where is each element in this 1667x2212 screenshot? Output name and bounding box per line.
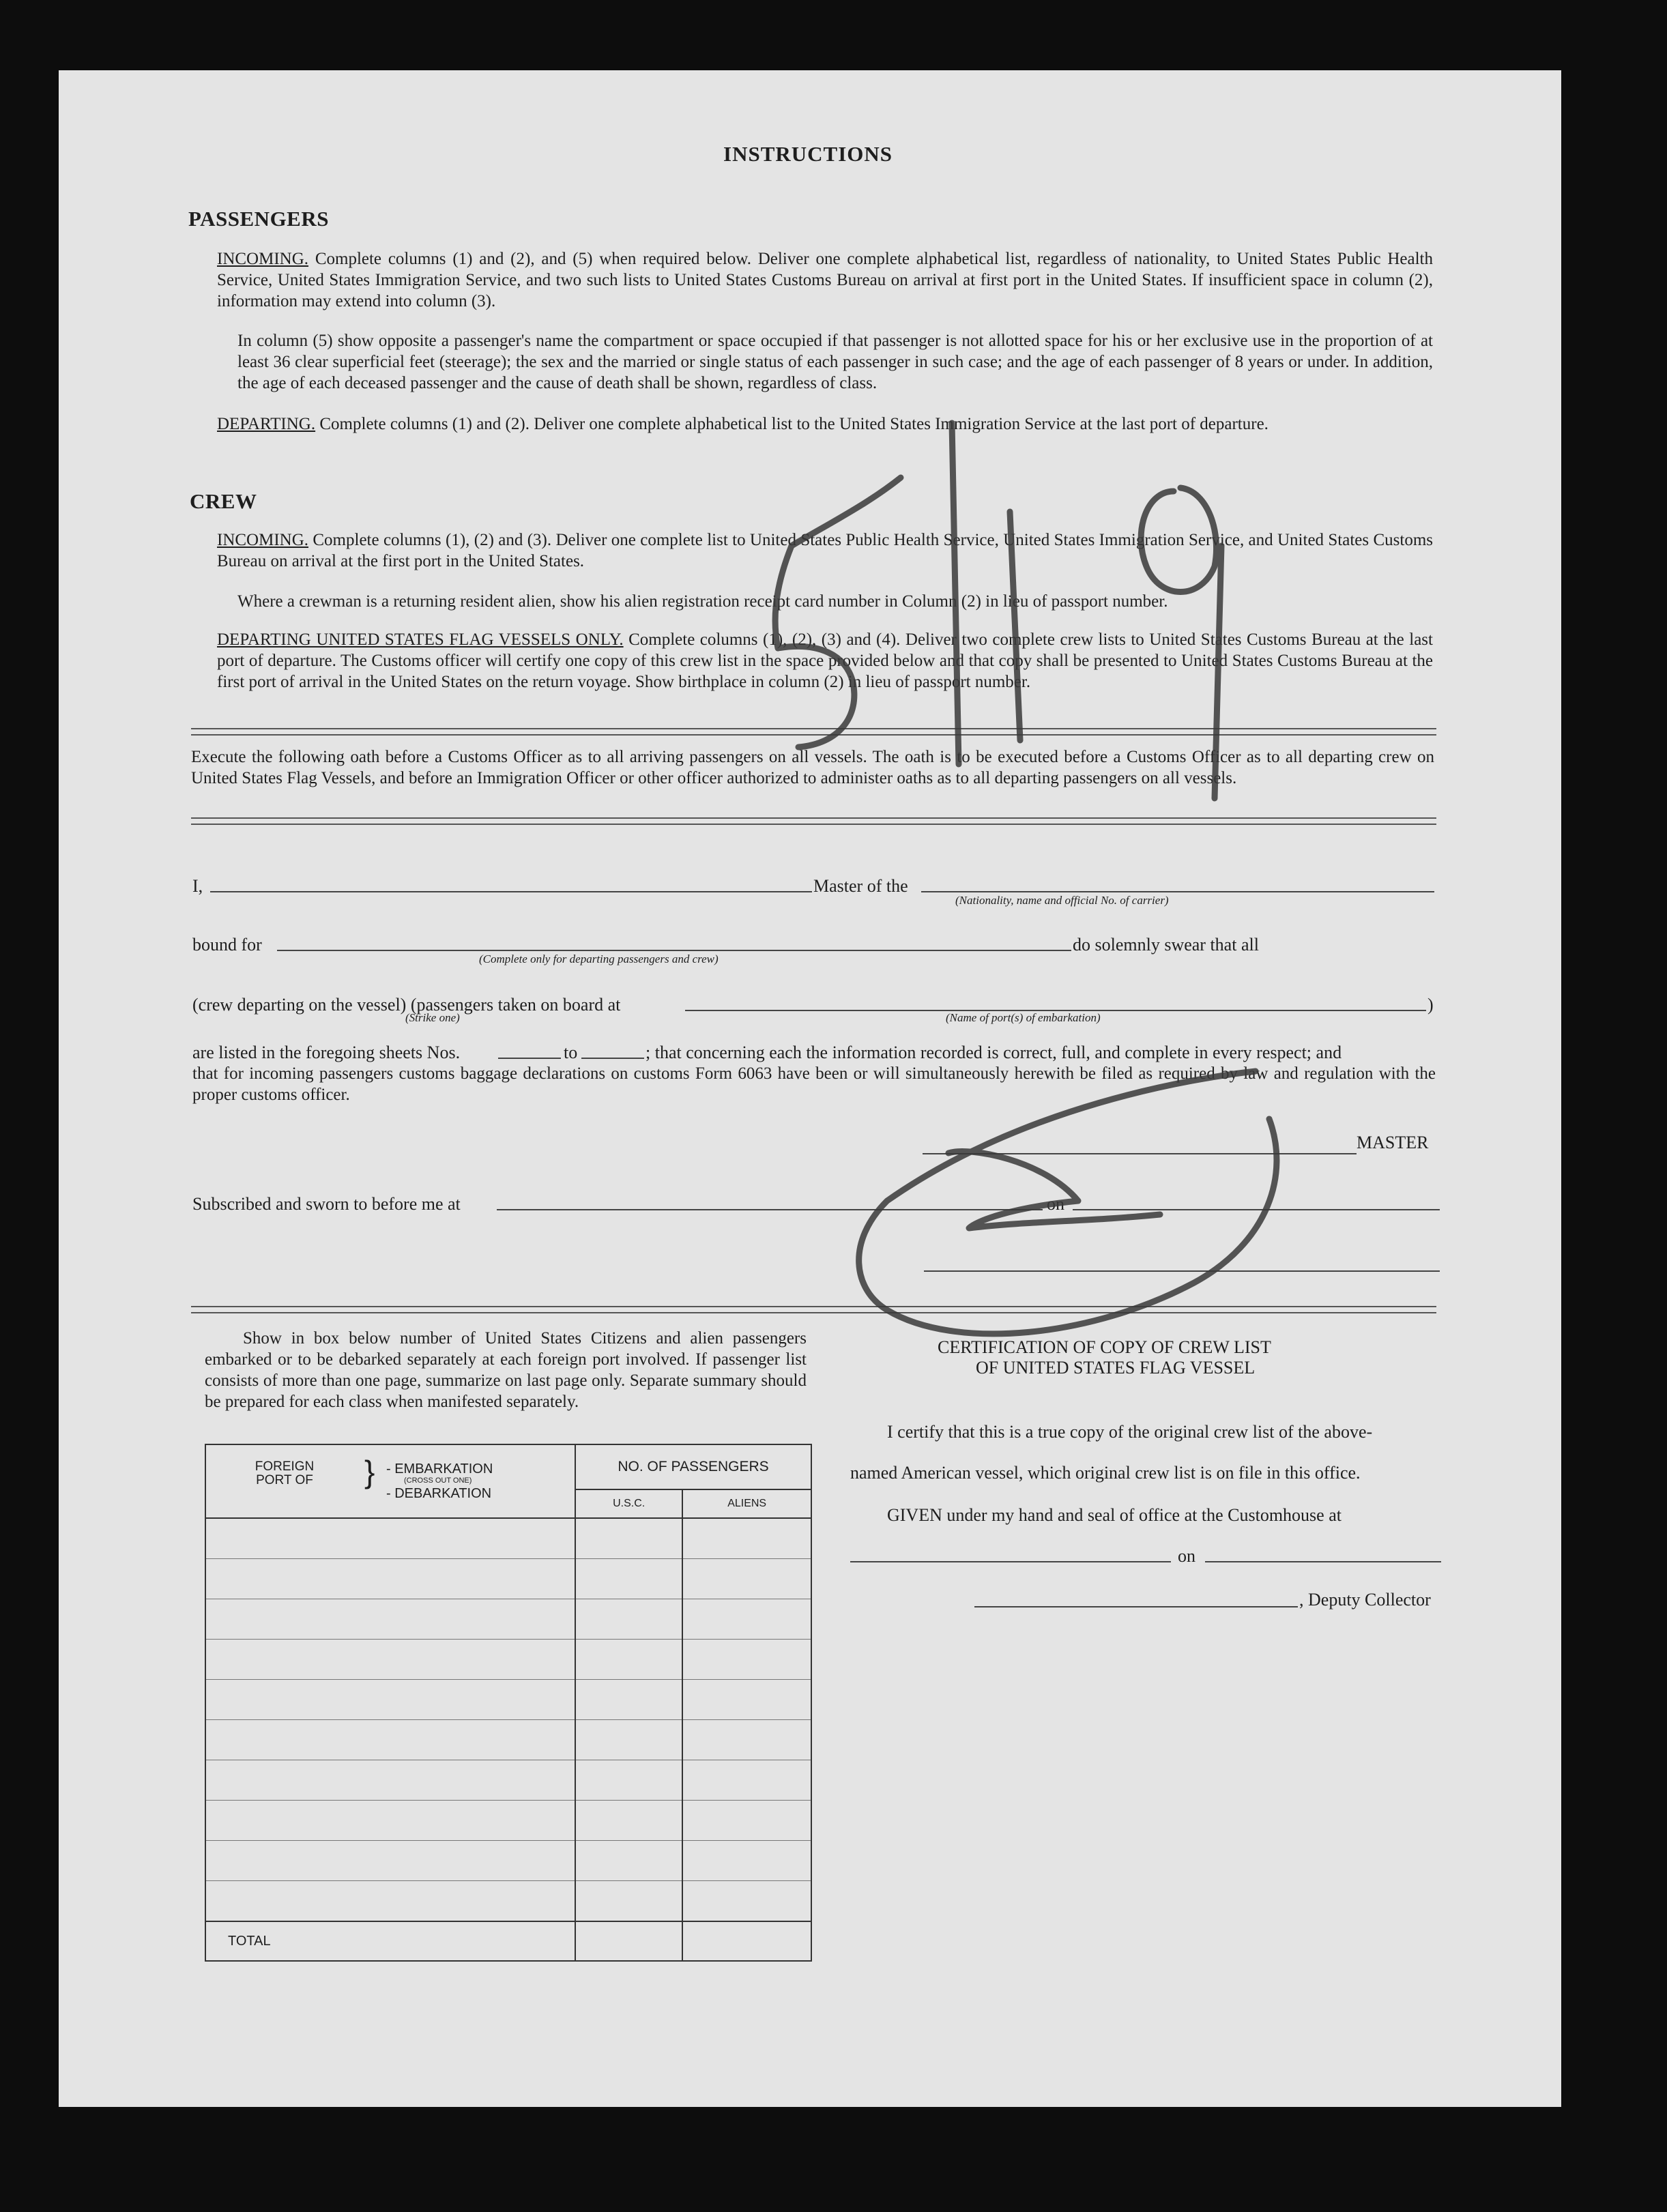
aliens-cell[interactable] bbox=[682, 1841, 811, 1881]
carrier-caption: (Nationality, name and official No. of carrier) bbox=[955, 894, 1169, 907]
master-of-label: Master of the bbox=[813, 876, 908, 896]
port-cell[interactable] bbox=[205, 1760, 575, 1801]
certification-date-line[interactable] bbox=[1205, 1561, 1441, 1562]
table-row bbox=[205, 1599, 811, 1640]
listed-continuation: that for incoming passengers customs baggage declarations on customs Form 6063 have been or will simultaneously herewith be filed as required by law and regulation with the proper customs officer. bbox=[192, 1064, 1436, 1104]
aliens-cell[interactable] bbox=[682, 1760, 811, 1801]
subscribed-place-line[interactable] bbox=[497, 1209, 1043, 1210]
passengers-incoming-paragraph bbox=[217, 248, 1433, 312]
certification-on-label: on bbox=[1178, 1546, 1195, 1566]
usc-header: U.S.C. bbox=[575, 1489, 682, 1518]
listed-sheets-label: are listed in the foregoing sheets Nos. bbox=[192, 1043, 461, 1062]
aliens-cell[interactable] bbox=[682, 1599, 811, 1640]
usc-cell[interactable] bbox=[575, 1599, 682, 1640]
master-label: MASTER bbox=[1357, 1133, 1429, 1152]
cross-out-label: (CROSS OUT ONE) bbox=[404, 1476, 472, 1485]
crew-heading: CREW bbox=[190, 489, 257, 513]
certification-title-line1: CERTIFICATION OF COPY OF CREW LIST bbox=[938, 1337, 1271, 1357]
ports-caption: (Name of port(s) of embarkation) bbox=[946, 1011, 1101, 1024]
aliens-cell[interactable] bbox=[682, 1720, 811, 1760]
crew-departing-paragraph bbox=[217, 629, 1433, 693]
page-title: INSTRUCTIONS bbox=[723, 142, 893, 166]
summary-instruction: Show in box below number of United States Citizens and alien passengers embarked or to be debarked separately at each foreign port involved. If passenger list consists of more than one page, summarize on last page only. Separate summary should be prepared for each class when manifested separately. bbox=[205, 1329, 807, 1411]
passengers-heading: PASSENGERS bbox=[188, 207, 329, 231]
crew-incoming-paragraph bbox=[217, 529, 1433, 572]
aliens-cell[interactable] bbox=[682, 1559, 811, 1599]
port-cell[interactable] bbox=[205, 1640, 575, 1680]
table-row bbox=[205, 1518, 811, 1559]
port-cell[interactable] bbox=[205, 1720, 575, 1760]
certification-text2: named American vessel, which original crew list is on file in this office. bbox=[850, 1463, 1361, 1483]
crew-departing-label: DEPARTING UNITED STATES FLAG VESSELS ONLY. bbox=[217, 630, 624, 649]
listed-text: ; that concerning each the information recorded is correct, full, and complete in every respect; and bbox=[646, 1043, 1342, 1062]
usc-cell[interactable] bbox=[575, 1640, 682, 1680]
table-row bbox=[205, 1881, 811, 1922]
aliens-cell[interactable] bbox=[682, 1801, 811, 1841]
sheets-to-line[interactable] bbox=[581, 1058, 644, 1059]
debarkation-label: - DEBARKATION bbox=[386, 1486, 492, 1501]
divider bbox=[191, 728, 1436, 736]
usc-cell[interactable] bbox=[575, 1841, 682, 1881]
certification-title-line2: OF UNITED STATES FLAG VESSEL bbox=[976, 1358, 1256, 1378]
usc-cell[interactable] bbox=[575, 1720, 682, 1760]
usc-cell[interactable] bbox=[575, 1760, 682, 1801]
port-cell[interactable] bbox=[205, 1559, 575, 1599]
table-row bbox=[205, 1720, 811, 1760]
port-header-cell bbox=[205, 1444, 575, 1518]
departing-label: DEPARTING. bbox=[217, 415, 316, 433]
embarkation-label: - EMBARKATION bbox=[386, 1461, 493, 1476]
port-cell[interactable] bbox=[205, 1841, 575, 1881]
close-paren: ) bbox=[1427, 995, 1434, 1015]
passenger-summary-table bbox=[205, 1444, 812, 1962]
divider bbox=[191, 1306, 1436, 1313]
table-row bbox=[205, 1801, 811, 1841]
foreign-port-label: FOREIGN PORT OF bbox=[255, 1459, 315, 1487]
passengers-incoming-text: Complete columns (1) and (2), and (5) when required below. Deliver one complete alphabetical list, regardless of nationality, to United States Public Health Service, United States Immigration Service, and two such lists to United States Customs Bureau on arrival at first port in the United States. If insufficient space in column (2), information may extend into column (3). bbox=[217, 250, 1433, 310]
total-label: TOTAL bbox=[205, 1921, 575, 1961]
usc-cell[interactable] bbox=[575, 1801, 682, 1841]
subscribed-on-label: on bbox=[1047, 1194, 1064, 1214]
strike-one-caption: (Strike one) bbox=[405, 1011, 460, 1024]
aliens-cell[interactable] bbox=[682, 1881, 811, 1922]
passengers-header: NO. OF PASSENGERS bbox=[575, 1444, 811, 1489]
port-cell[interactable] bbox=[205, 1518, 575, 1559]
bound-for-caption: (Complete only for departing passengers and crew) bbox=[479, 952, 719, 965]
usc-cell[interactable] bbox=[575, 1559, 682, 1599]
bound-for-line[interactable] bbox=[277, 950, 1071, 951]
passengers-column5-paragraph: In column (5) show opposite a passenger's name the compartment or space occupied if that passenger is not allotted space for his or her exclusive use in the proportion of at least 36 clear superficial feet (steerage); the sex and the married or single status of each passenger in such case; and the age of each passenger of 8 years or under. In addition, the age of each deceased passenger and the cause of death shall be shown, regardless of class. bbox=[237, 332, 1433, 392]
crew-departing-text: Complete columns (1), (2), (3) and (4). Deliver two complete crew lists to United States Customs Bureau at the last port of departure. The Customs officer will certify one copy of this crew list in the space provided below and that copy shall be presented to United States Customs Bureau at the first port of arrival in the United States on the return voyage. Show birthplace in column (2) in lieu of passport number. bbox=[217, 630, 1433, 691]
port-cell[interactable] bbox=[205, 1599, 575, 1640]
bound-for-label: bound for bbox=[192, 935, 262, 955]
listed-to-label: to bbox=[564, 1043, 578, 1062]
crew-incoming-text: Complete columns (1), (2) and (3). Deliver one complete list to United States Public Health Service, United States Immigration Service, and United States Customs Bureau on arrival at the first port in the United States. bbox=[217, 531, 1433, 570]
certification-text3: GIVEN under my hand and seal of office at the Customhouse at bbox=[887, 1505, 1342, 1525]
aliens-cell[interactable] bbox=[682, 1640, 811, 1680]
oath-instruction: Execute the following oath before a Customs Officer as to all arriving passengers on all vessels. The oath is to be executed before a Customs Officer as to all departing crew on United States Flag Vessels, and before an Immigration Officer or other officer authorized to administer oaths as to all departing passengers on all vessels. bbox=[191, 748, 1434, 787]
deputy-signature-line[interactable] bbox=[974, 1606, 1298, 1607]
divider bbox=[191, 817, 1436, 825]
table-row bbox=[205, 1760, 811, 1801]
crew-departing-label-oath: (crew departing on the vessel) (passengers taken on board at bbox=[192, 995, 621, 1015]
crew-incoming-label: INCOMING. bbox=[217, 531, 309, 549]
carrier-line[interactable] bbox=[921, 891, 1434, 892]
brace: } bbox=[364, 1454, 375, 1489]
certification-text1: I certify that this is a true copy of the original crew list of the above- bbox=[887, 1422, 1373, 1442]
usc-cell[interactable] bbox=[575, 1518, 682, 1559]
incoming-label: INCOMING. bbox=[217, 250, 309, 268]
usc-cell[interactable] bbox=[575, 1881, 682, 1922]
total-usc-cell[interactable] bbox=[575, 1921, 682, 1961]
table-row bbox=[205, 1841, 811, 1881]
aliens-cell[interactable] bbox=[682, 1680, 811, 1720]
total-aliens-cell[interactable] bbox=[682, 1921, 811, 1961]
table-row bbox=[205, 1559, 811, 1599]
aliens-header: ALIENS bbox=[682, 1489, 811, 1518]
master-signature-line[interactable] bbox=[923, 1153, 1357, 1154]
aliens-cell[interactable] bbox=[682, 1518, 811, 1559]
deputy-collector-label: , Deputy Collector bbox=[1299, 1590, 1431, 1610]
master-name-line[interactable] bbox=[210, 891, 812, 892]
sheets-from-line[interactable] bbox=[498, 1058, 561, 1059]
table-row bbox=[205, 1640, 811, 1680]
oath-i-label: I, bbox=[192, 876, 203, 896]
table-row bbox=[205, 1680, 811, 1720]
swear-label: do solemnly swear that all bbox=[1073, 935, 1259, 955]
port-cell[interactable] bbox=[205, 1680, 575, 1720]
usc-cell[interactable] bbox=[575, 1680, 682, 1720]
subscribed-date-line[interactable] bbox=[1073, 1209, 1440, 1210]
crew-resident-paragraph: Where a crewman is a returning resident alien, show his alien registration receipt card number in Column (2) in lieu of passport number. bbox=[237, 592, 1168, 611]
officer-signature-line[interactable] bbox=[924, 1270, 1440, 1272]
passengers-departing-text: Complete columns (1) and (2). Deliver one complete alphabetical list to the United States Immigration Service at the last port of departure. bbox=[315, 415, 1269, 433]
passengers-departing-paragraph bbox=[217, 413, 1433, 435]
subscribed-label: Subscribed and sworn to before me at bbox=[192, 1194, 461, 1214]
port-cell[interactable] bbox=[205, 1881, 575, 1922]
customhouse-line[interactable] bbox=[850, 1561, 1171, 1562]
port-cell[interactable] bbox=[205, 1801, 575, 1841]
